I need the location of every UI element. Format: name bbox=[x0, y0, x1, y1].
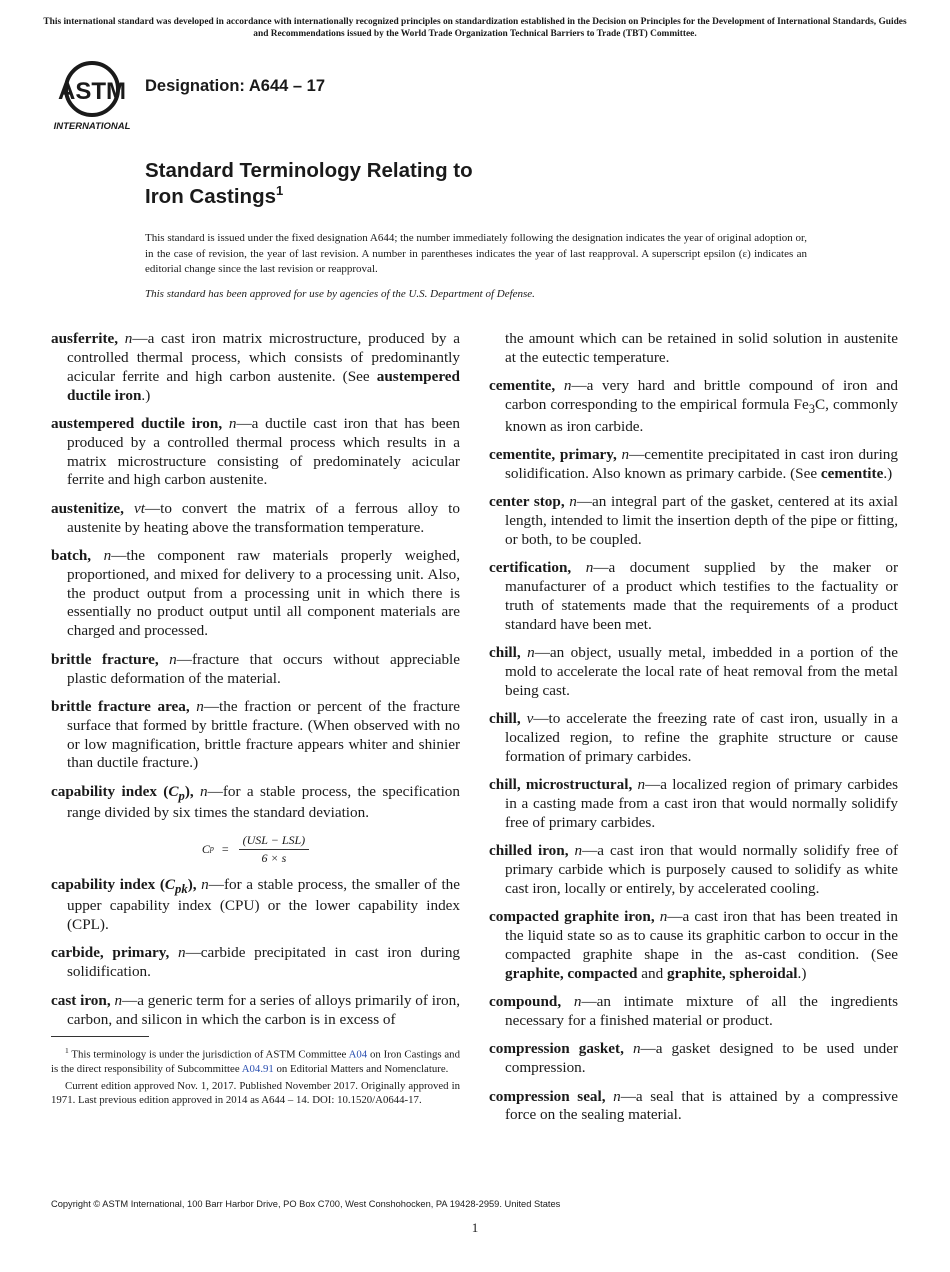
entry-compression-seal: compression seal, n—a seal that is attained by a compressive force on the sealing material. bbox=[489, 1087, 898, 1124]
footnote-edition: Current edition approved Nov. 1, 2017. Published November 2017. Originally approved in 1971. Last previous edition approved in 2014 as A644 – 14. DOI: 10.1520/A0644-17. bbox=[51, 1079, 460, 1106]
entry-brittle-fracture-area: brittle fracture area, n—the fraction or percent of the fracture surface that formed by brittle fracture. (When observed with no or low magnification, brittle fracture appears whiter and shinier than ductile fracture.) bbox=[51, 697, 460, 772]
entry-cast-iron-continued: the amount which can be retained in solid solution in austenite at the eutectic temperature. bbox=[505, 330, 898, 366]
entry-carbide-primary: carbide, primary, n—carbide precipitated in cast iron during solidification. bbox=[51, 944, 461, 981]
footnotes bbox=[51, 1046, 460, 1109]
entry-cementite: cementite, n—a very hard and brittle compound of iron and carbon corresponding to the empirical formula $Fe_3C$, commonly known as iron carbide. bbox=[489, 377, 899, 435]
entry-compound: compound, n—an intimate mixture of all the ingredients necessary for a finished material or product. bbox=[489, 993, 899, 1030]
entry-cementite-primary: cementite, primary, n—cementite precipitated in cast iron during solidification. Also known as primary carbide. (See cementite.) bbox=[489, 446, 898, 482]
entry-brittle-fracture: brittle fracture, n—fracture that occurs without appreciable plastic deformation of the material. bbox=[51, 650, 461, 687]
title-footnote-mark[interactable]: 1 bbox=[276, 183, 284, 199]
page-number: 1 bbox=[471, 1220, 479, 1235]
entry-chill-microstructural: chill, microstructural, n—a localized region of primary carbides in a casting made from a cast iron that would normally solidify free of primary carbides. bbox=[489, 776, 898, 831]
intro-paragraph: This standard is issued under the fixed designation A644; the number immediately following the designation indicates the year of original adoption or, in the case of revision, the year of last revision. A number in parentheses indicates the year of last reapproval. A superscript epsilon (ε) indicates an editorial change since the last revision or reapproval. bbox=[145, 232, 807, 276]
entry-compacted-graphite-iron: compacted graphite iron, n—a cast iron that has been treated in the liquid state so as to cause its graphitic carbon to occur in the compacted graphite shape in the as-cast condition. (See graphite, compacted and graphite, spheroidal.) bbox=[489, 908, 898, 982]
entry-batch: batch, n—the component raw materials properly weighed, proportioned, and mixed for delivery to a processing unit. Also, the product output from a processing unit in which there is essentially no product output until all component materials are charged and processed. bbox=[51, 546, 461, 640]
logo-subtext: INTERNATIONAL bbox=[53, 121, 131, 132]
entry-chilled-iron: chilled iron, n—a cast iron that would normally solidify free of primary carbide which is purposely caused to solidify as white cast iron, locally or entirely, by accelerated cooling. bbox=[489, 842, 899, 897]
title-line-2: Iron Castings$^1$ bbox=[145, 183, 284, 209]
entry-center-stop: center stop, n—an integral part of the gasket, centered at its axial length, intended to limit the insertion depth of the pipe or fitting, or both, to be coupled. bbox=[489, 493, 899, 548]
designation: Designation: A644 – 17 bbox=[145, 77, 326, 95]
copyright: Copyright © ASTM International, 100 Barr Harbor Drive, PO Box C700, West Conshohocken, PA 19428-2959. United States bbox=[51, 1199, 561, 1209]
formula-denominator: 6 × s bbox=[261, 850, 287, 865]
intro-block bbox=[145, 231, 807, 302]
entry-ausferrite: ausferrite, n—a cast iron matrix microstructure, produced by a controlled thermal process, which consists of predominantly acicular ferrite and high carbon austenite. (See austempered ductile iron.) bbox=[51, 330, 461, 404]
page-title bbox=[145, 158, 473, 210]
formula-numerator: (USL − LSL) bbox=[239, 833, 310, 850]
entry-austempered-ductile-iron: austempered ductile iron, n—a ductile cast iron that has been produced by a controlled thermal process which results in a matrix microstructure consisting of predominately acicular ferrite and high carbon austenite. bbox=[51, 414, 460, 489]
logo-mark-text: ASTM bbox=[58, 78, 126, 105]
entry-austenitize: austenitize, vt—to convert the matrix of a ferrous alloy to austenite by heating above the transformation temperature. bbox=[51, 499, 460, 536]
column-left bbox=[51, 330, 460, 1039]
cp-formula: C p = $\frac{\text{(USL − LSL)}}{6 \times s}$ bbox=[51, 833, 460, 866]
entry-capability-index-cpk: capability index $(C_{pk})$, n—for a stable process, the smaller of the upper capability index (CPU) or the lower capability index (CPL). bbox=[51, 875, 460, 934]
footnote-1: $^1$ This terminology is under the jurisdiction of ASTM Committee A04 on Iron Castings and is the direct responsibility of Subcommittee A04.91 on Editorial Matters and Nomenclature. bbox=[51, 1046, 460, 1076]
entry-certification: certification, n—a document supplied by the maker or manufacturer of a product which testifies to the factuality or truth of statements made that the requirements of a product standard have been met. bbox=[489, 559, 899, 633]
entry-chill-noun: chill, n—an object, usually metal, imbedded in a portion of the mold to accelerate the local rate of heat removal from the metal being cast. bbox=[489, 644, 899, 699]
entry-capability-index-cp: capability index $(C_p)$, n—for a stable process, the specification range divided by six times the standard deviation. bbox=[51, 782, 460, 822]
entry-compression-gasket: compression gasket, n—a gasket designed to be used under compression. bbox=[489, 1040, 898, 1077]
entry-chill-verb: chill, v—to accelerate the freezing rate of cast iron, usually in a localized region, to refine the graphite structure or cause formation of primary carbides. bbox=[489, 710, 898, 765]
title-line-1: Standard Terminology Relating to bbox=[145, 159, 473, 182]
astm-logo bbox=[52, 56, 136, 132]
wto-notice: This international standard was developed in accordance with internationally recognized principles on standardization established in the Decision on Principles for the Development of International Standards, Guides and Recommendations issued by the World Trade Organization Technical Barriers to Trade (TBT) Committee. bbox=[43, 17, 907, 40]
subcommittee-a0491-link[interactable]: A04.91 bbox=[241, 1063, 274, 1076]
entry-cast-iron: cast iron, n—a generic term for a series of alloys primarily of iron, carbon, and silicon in which the carbon is in excess of bbox=[51, 991, 460, 1028]
formula-fraction bbox=[239, 833, 310, 866]
column-right bbox=[489, 330, 898, 1135]
committee-a04-link[interactable]: A04 bbox=[348, 1048, 368, 1061]
footnote-rule bbox=[51, 1036, 149, 1037]
dod-approval: This standard has been approved for use by agencies of the U.S. Department of Defense. bbox=[145, 287, 535, 300]
